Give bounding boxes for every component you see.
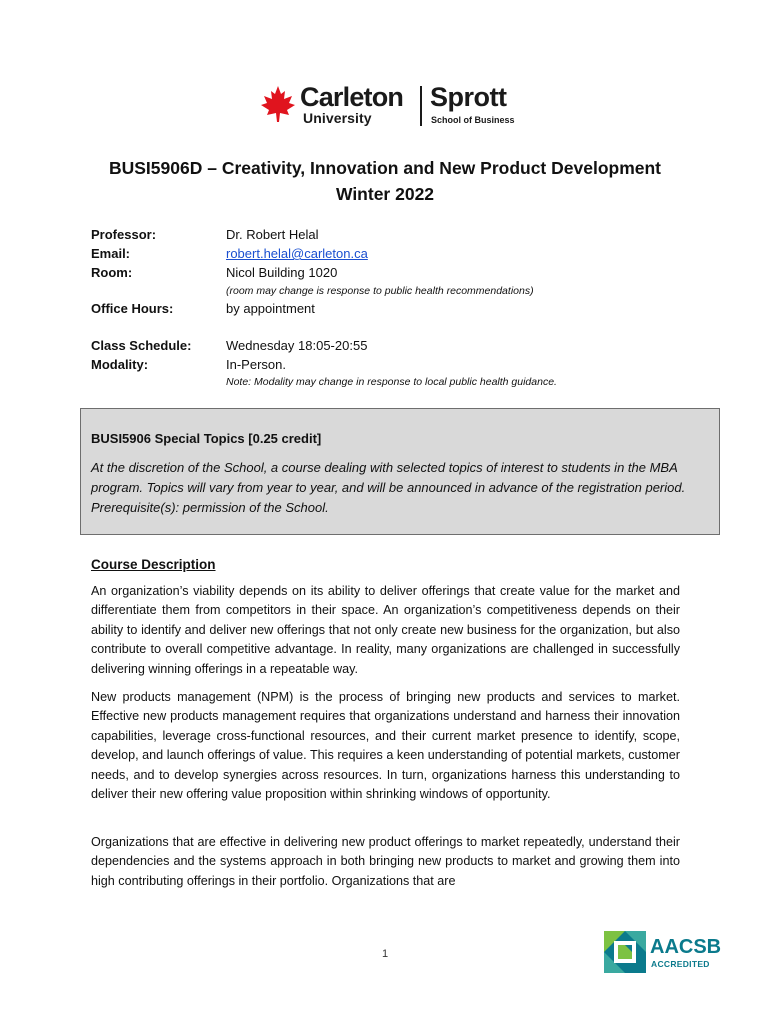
maple-leaf-icon	[258, 84, 298, 124]
calendar-box-title: BUSI5906 Special Topics [0.25 credit]	[91, 431, 322, 446]
schedule-label: Class Schedule:	[91, 338, 192, 353]
course-title: BUSI5906D – Creativity, Innovation and New Product Development	[108, 158, 662, 178]
paragraph: An organization’s viability depends on its ability to deliver offerings that create value for the market and differentiate them from competitors in their space. An organization’s competitiveness depends on their ability to identify and deliver new offerings that not only create new business for the organization, but also contribute to overall competitive advantage. In reality, many organizations are challenged in successfully delivering winning offerings in a repeatable way.	[91, 584, 680, 676]
aacsb-subtitle: ACCREDITED	[651, 959, 710, 969]
calendar-description-box	[80, 408, 720, 535]
logo-divider	[420, 86, 422, 126]
office-hours-value: by appointment	[226, 301, 315, 316]
carleton-sprott-logo	[258, 82, 518, 132]
university-name: Carleton	[300, 82, 404, 112]
email-link[interactable]: robert.helal@carleton.ca	[226, 246, 368, 261]
school-subtitle: School of Business	[431, 115, 515, 125]
email-label: Email:	[91, 246, 131, 261]
school-name: Sprott	[430, 82, 507, 112]
room-value: Nicol Building 1020	[226, 265, 338, 280]
course-term: Winter 2022	[335, 184, 435, 204]
office-hours-label: Office Hours:	[91, 301, 174, 316]
paragraph: Organizations that are effective in delivering new product offerings to market repeatedly, understand their dependencies and the systems approach in both bringing new products to market and growing them into high contributing offerings in their portfolio. Organizations that are	[91, 835, 680, 888]
modality-value: In-Person.	[226, 357, 286, 372]
room-label: Room:	[91, 265, 133, 280]
calendar-box-description: At the discretion of the School, a course dealing with selected topics of interest to students in the MBA program. Topics will vary from year to year, and will be announced in advance of the registration period. Prerequisite(s): permission of the School.	[91, 460, 686, 515]
room-note: (room may change is response to public health recommendations)	[226, 285, 534, 297]
university-subtitle: University	[303, 110, 372, 126]
aacsb-badge	[604, 931, 724, 975]
professor-label: Professor:	[91, 227, 157, 242]
page-number: 1	[381, 948, 389, 960]
modality-note: Note: Modality may change in response to local public health guidance.	[226, 376, 557, 388]
course-description-heading: Course Description	[91, 557, 216, 572]
paragraph: New products management (NPM) is the process of bringing new products and services to market. Effective new products management requires that organizations understand and harness their innovation capabilities, leverage cross-functional resources, and their current market presence to identify, scope, develop, and launch offerings of value. This requires a keen understanding of potential markets, customer needs, and to develop synergies across resources. In turn, organizations harness this understanding to deliver their new offering value proposition within shrinking windows of opportunity.	[91, 690, 680, 802]
aacsb-name: AACSB	[650, 936, 722, 958]
aacsb-logo-icon	[604, 931, 646, 973]
modality-label: Modality:	[91, 357, 149, 372]
professor-value: Dr. Robert Helal	[226, 227, 319, 242]
schedule-value: Wednesday 18:05-20:55	[226, 338, 368, 353]
